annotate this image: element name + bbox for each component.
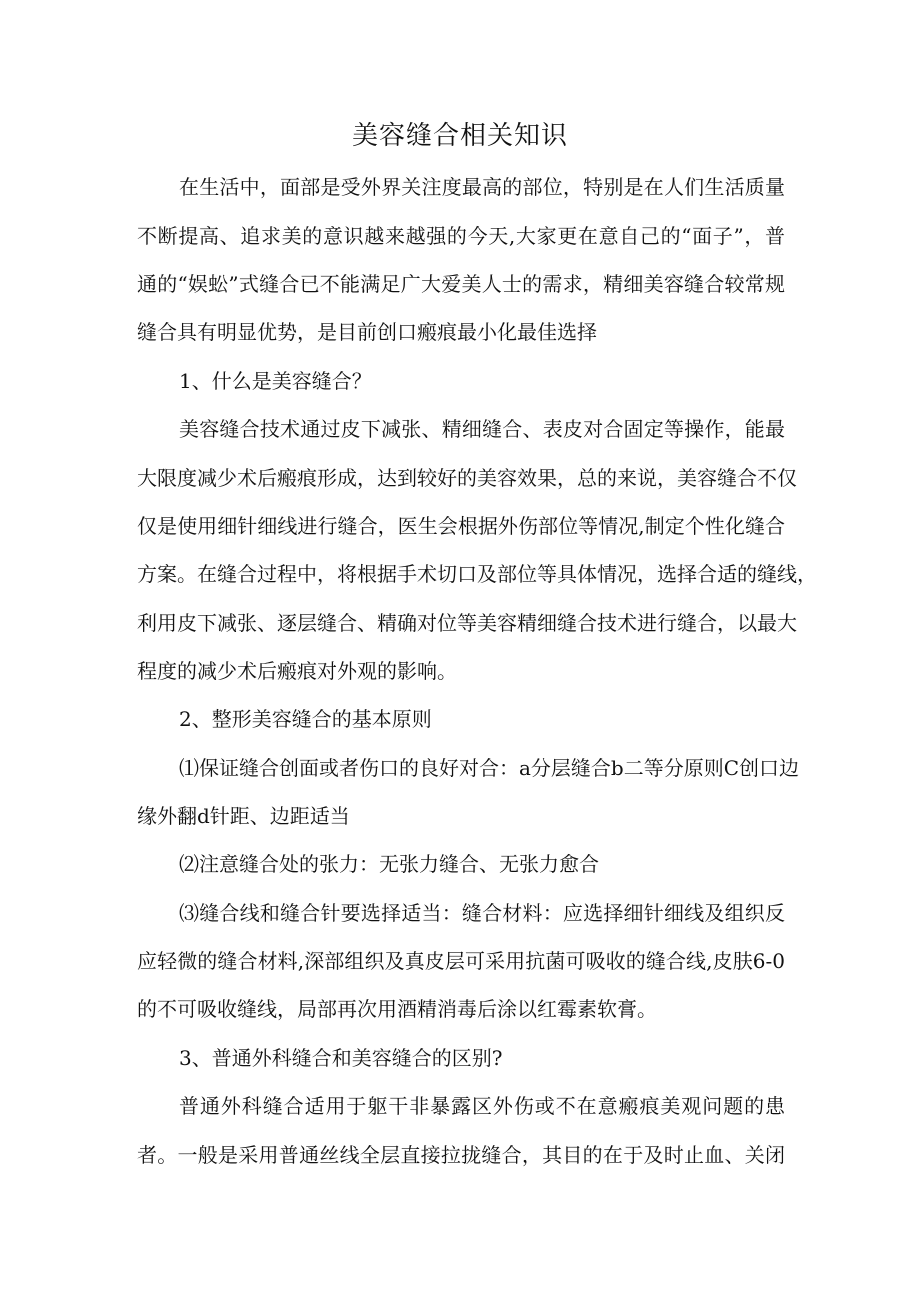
paragraph-line: ⑶缝合线和缝合针要选择适当：缝合材料：应选择细针细线及组织反 — [179, 901, 785, 925]
paragraph-line: 的不可吸收缝线，局部再次用酒精消毒后涂以红霉素软膏。 — [137, 997, 657, 1021]
paragraph-line: ⑵注意缝合处的张力：无张力缝合、无张力愈合 — [179, 852, 599, 876]
paragraph-line: 通的“娱蚣”式缝合已不能满足广大爱美人士的需求，精细美容缝合较常规 — [137, 272, 785, 296]
paragraph-line: 美容缝合技术通过皮下减张、精细缝合、表皮对合固定等操作，能最 — [179, 417, 785, 441]
paragraph-line: 在生活中，面部是受外界关注度最高的部位，特别是在人们生活质量 — [179, 175, 785, 199]
paragraph-line: 大限度减少术后瘢痕形成，达到较好的美容效果，总的来说，美容缝合不仅 — [137, 466, 797, 490]
section-heading: 3、普通外科缝合和美容缝合的区别? — [179, 1046, 503, 1070]
paragraph-line: 利用皮下减张、逐层缝合、精确对位等美容精细缝合技术进行缝合，以最大 — [137, 611, 797, 635]
paragraph-line: 方案。在缝合过程中，将根据手术切口及部位等具体情况，选择合适的缝线， — [137, 562, 817, 586]
paragraph-line: 应轻微的缝合材料,深部组织及真皮层可采用抗菌可吸收的缝合线,皮肤6-0 — [137, 949, 785, 973]
paragraph-line: 仅是使用细针细线进行缝合，医生会根据外伤部位等情况,制定个性化缝合 — [137, 514, 785, 538]
section-heading: 1、什么是美容缝合？ — [179, 369, 372, 393]
section-heading: 2、整形美容缝合的基本原则 — [179, 707, 432, 731]
paragraph-line: 普通外科缝合适用于躯干非暴露区外伤或不在意瘢痕美观问题的患 — [179, 1094, 785, 1118]
paragraph-line: 程度的减少术后瘢痕对外观的影响。 — [137, 659, 457, 683]
paragraph-line: 不断提高、追求美的意识越来越强的今天,大家更在意自己的“面子”，普 — [137, 224, 785, 248]
paragraph-line: 缝合具有明显优势，是目前创口瘢痕最小化最佳选择 — [137, 320, 597, 344]
document-title: 美容缝合相关知识 — [351, 121, 568, 151]
paragraph-line: ⑴保证缝合创面或者伤口的良好对合：a分层缝合b二等分原则C创口边 — [179, 756, 800, 780]
paragraph-line: 者。一般是采用普通丝线全层直接拉拢缝合，其目的在于及时止血、关闭 — [137, 1143, 785, 1167]
paragraph-line: 缘外翻d针距、边距适当 — [137, 804, 350, 828]
